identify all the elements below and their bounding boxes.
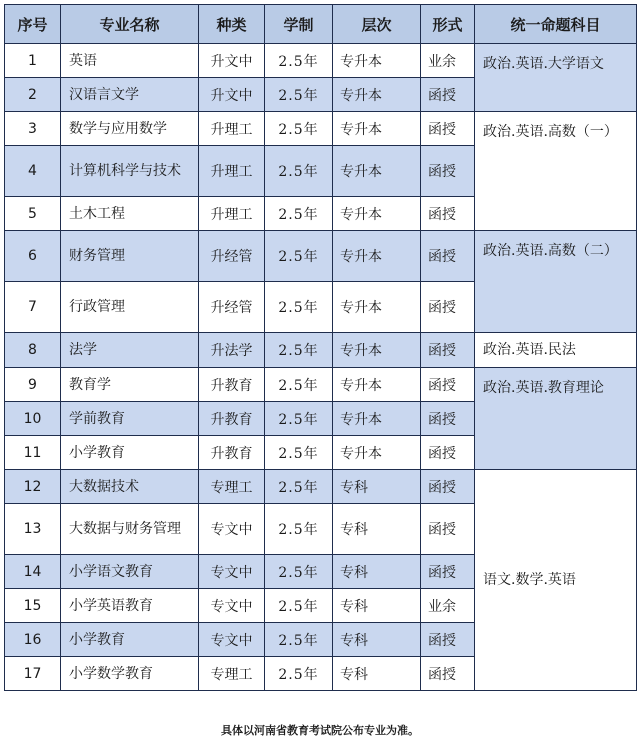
header-subjects: 统一命题科目 xyxy=(475,5,637,44)
cell-name: 汉语言文学 xyxy=(61,78,199,112)
cell-no: 1 xyxy=(5,44,61,78)
cell-no: 8 xyxy=(5,333,61,368)
cell-name: 财务管理 xyxy=(61,231,199,282)
cell-level: 专升本 xyxy=(333,78,421,112)
footnote: 具体以河南省教育考试院公布专业为准。 xyxy=(221,724,419,737)
cell-name: 大数据技术 xyxy=(61,470,199,504)
cell-form: 业余 xyxy=(421,44,475,78)
cell-type: 升经管 xyxy=(199,282,265,333)
cell-name: 小学语文教育 xyxy=(61,555,199,589)
header-form: 形式 xyxy=(421,5,475,44)
cell-subjects: 政治.英语.高数（二） xyxy=(475,231,637,333)
cell-no: 5 xyxy=(5,197,61,231)
cell-form: 函授 xyxy=(421,436,475,470)
cell-duration: 2.5年 xyxy=(265,555,333,589)
cell-duration: 2.5年 xyxy=(265,436,333,470)
cell-level: 专升本 xyxy=(333,197,421,231)
cell-no: 9 xyxy=(5,368,61,402)
cell-type: 升理工 xyxy=(199,197,265,231)
cell-no: 2 xyxy=(5,78,61,112)
cell-duration: 2.5年 xyxy=(265,504,333,555)
cell-level: 专升本 xyxy=(333,146,421,197)
cell-form: 函授 xyxy=(421,555,475,589)
cell-duration: 2.5年 xyxy=(265,470,333,504)
cell-type: 升理工 xyxy=(199,146,265,197)
cell-type: 升法学 xyxy=(199,333,265,368)
cell-duration: 2.5年 xyxy=(265,623,333,657)
cell-no: 11 xyxy=(5,436,61,470)
table-row xyxy=(5,44,637,78)
cell-duration: 2.5年 xyxy=(265,589,333,623)
cell-type: 升教育 xyxy=(199,436,265,470)
program-table xyxy=(4,4,637,691)
cell-no: 3 xyxy=(5,112,61,146)
header-duration: 学制 xyxy=(265,5,333,44)
cell-no: 15 xyxy=(5,589,61,623)
cell-level: 专科 xyxy=(333,555,421,589)
cell-level: 专科 xyxy=(333,589,421,623)
cell-form: 函授 xyxy=(421,78,475,112)
header-level: 层次 xyxy=(333,5,421,44)
cell-no: 10 xyxy=(5,402,61,436)
cell-name: 行政管理 xyxy=(61,282,199,333)
cell-duration: 2.5年 xyxy=(265,402,333,436)
cell-type: 升理工 xyxy=(199,112,265,146)
table-row xyxy=(5,368,637,402)
cell-name: 土木工程 xyxy=(61,197,199,231)
table-row xyxy=(5,112,637,146)
cell-name: 大数据与财务管理 xyxy=(61,504,199,555)
cell-no: 17 xyxy=(5,657,61,691)
cell-level: 专升本 xyxy=(333,436,421,470)
cell-level: 专升本 xyxy=(333,231,421,282)
cell-level: 专科 xyxy=(333,504,421,555)
cell-no: 14 xyxy=(5,555,61,589)
header-name: 专业名称 xyxy=(61,5,199,44)
cell-duration: 2.5年 xyxy=(265,657,333,691)
cell-level: 专科 xyxy=(333,623,421,657)
cell-form: 函授 xyxy=(421,197,475,231)
cell-name: 小学教育 xyxy=(61,436,199,470)
table-row xyxy=(5,333,637,368)
cell-form: 函授 xyxy=(421,504,475,555)
cell-type: 专理工 xyxy=(199,470,265,504)
cell-level: 专升本 xyxy=(333,282,421,333)
cell-form: 函授 xyxy=(421,146,475,197)
cell-type: 升教育 xyxy=(199,402,265,436)
cell-duration: 2.5年 xyxy=(265,78,333,112)
cell-level: 专升本 xyxy=(333,44,421,78)
cell-no: 16 xyxy=(5,623,61,657)
cell-duration: 2.5年 xyxy=(265,146,333,197)
cell-level: 专升本 xyxy=(333,402,421,436)
cell-subjects: 政治.英语.大学语文 xyxy=(475,44,637,112)
cell-level: 专升本 xyxy=(333,368,421,402)
cell-level: 专升本 xyxy=(333,333,421,368)
cell-name: 计算机科学与技术 xyxy=(61,146,199,197)
cell-level: 专科 xyxy=(333,657,421,691)
cell-no: 13 xyxy=(5,504,61,555)
cell-name: 学前教育 xyxy=(61,402,199,436)
cell-form: 函授 xyxy=(421,112,475,146)
cell-no: 6 xyxy=(5,231,61,282)
cell-type: 升经管 xyxy=(199,231,265,282)
cell-form: 函授 xyxy=(421,368,475,402)
cell-name: 教育学 xyxy=(61,368,199,402)
cell-duration: 2.5年 xyxy=(265,197,333,231)
cell-name: 英语 xyxy=(61,44,199,78)
cell-subjects: 语文.数学.英语 xyxy=(475,470,637,691)
cell-subjects: 政治.英语.民法 xyxy=(475,333,637,368)
cell-no: 4 xyxy=(5,146,61,197)
cell-type: 专文中 xyxy=(199,504,265,555)
cell-duration: 2.5年 xyxy=(265,368,333,402)
cell-form: 函授 xyxy=(421,282,475,333)
header-type: 种类 xyxy=(199,5,265,44)
header-row xyxy=(5,5,637,44)
cell-duration: 2.5年 xyxy=(265,231,333,282)
cell-level: 专升本 xyxy=(333,112,421,146)
cell-form: 函授 xyxy=(421,470,475,504)
cell-type: 专文中 xyxy=(199,623,265,657)
cell-name: 小学英语教育 xyxy=(61,589,199,623)
cell-type: 专文中 xyxy=(199,589,265,623)
cell-type: 升文中 xyxy=(199,44,265,78)
table-row xyxy=(5,231,637,282)
cell-form: 函授 xyxy=(421,623,475,657)
header-no: 序号 xyxy=(5,5,61,44)
cell-type: 专文中 xyxy=(199,555,265,589)
cell-duration: 2.5年 xyxy=(265,112,333,146)
cell-form: 函授 xyxy=(421,231,475,282)
cell-name: 法学 xyxy=(61,333,199,368)
cell-duration: 2.5年 xyxy=(265,282,333,333)
cell-no: 7 xyxy=(5,282,61,333)
table-row xyxy=(5,470,637,504)
cell-name: 小学教育 xyxy=(61,623,199,657)
cell-type: 专理工 xyxy=(199,657,265,691)
cell-form: 函授 xyxy=(421,657,475,691)
cell-name: 小学数学教育 xyxy=(61,657,199,691)
cell-type: 升文中 xyxy=(199,78,265,112)
cell-level: 专科 xyxy=(333,470,421,504)
cell-duration: 2.5年 xyxy=(265,333,333,368)
cell-type: 升教育 xyxy=(199,368,265,402)
cell-subjects: 政治.英语.教育理论 xyxy=(475,368,637,470)
cell-form: 函授 xyxy=(421,333,475,368)
cell-form: 业余 xyxy=(421,589,475,623)
cell-no: 12 xyxy=(5,470,61,504)
cell-subjects: 政治.英语.高数（一） xyxy=(475,112,637,231)
cell-form: 函授 xyxy=(421,402,475,436)
cell-name: 数学与应用数学 xyxy=(61,112,199,146)
cell-duration: 2.5年 xyxy=(265,44,333,78)
